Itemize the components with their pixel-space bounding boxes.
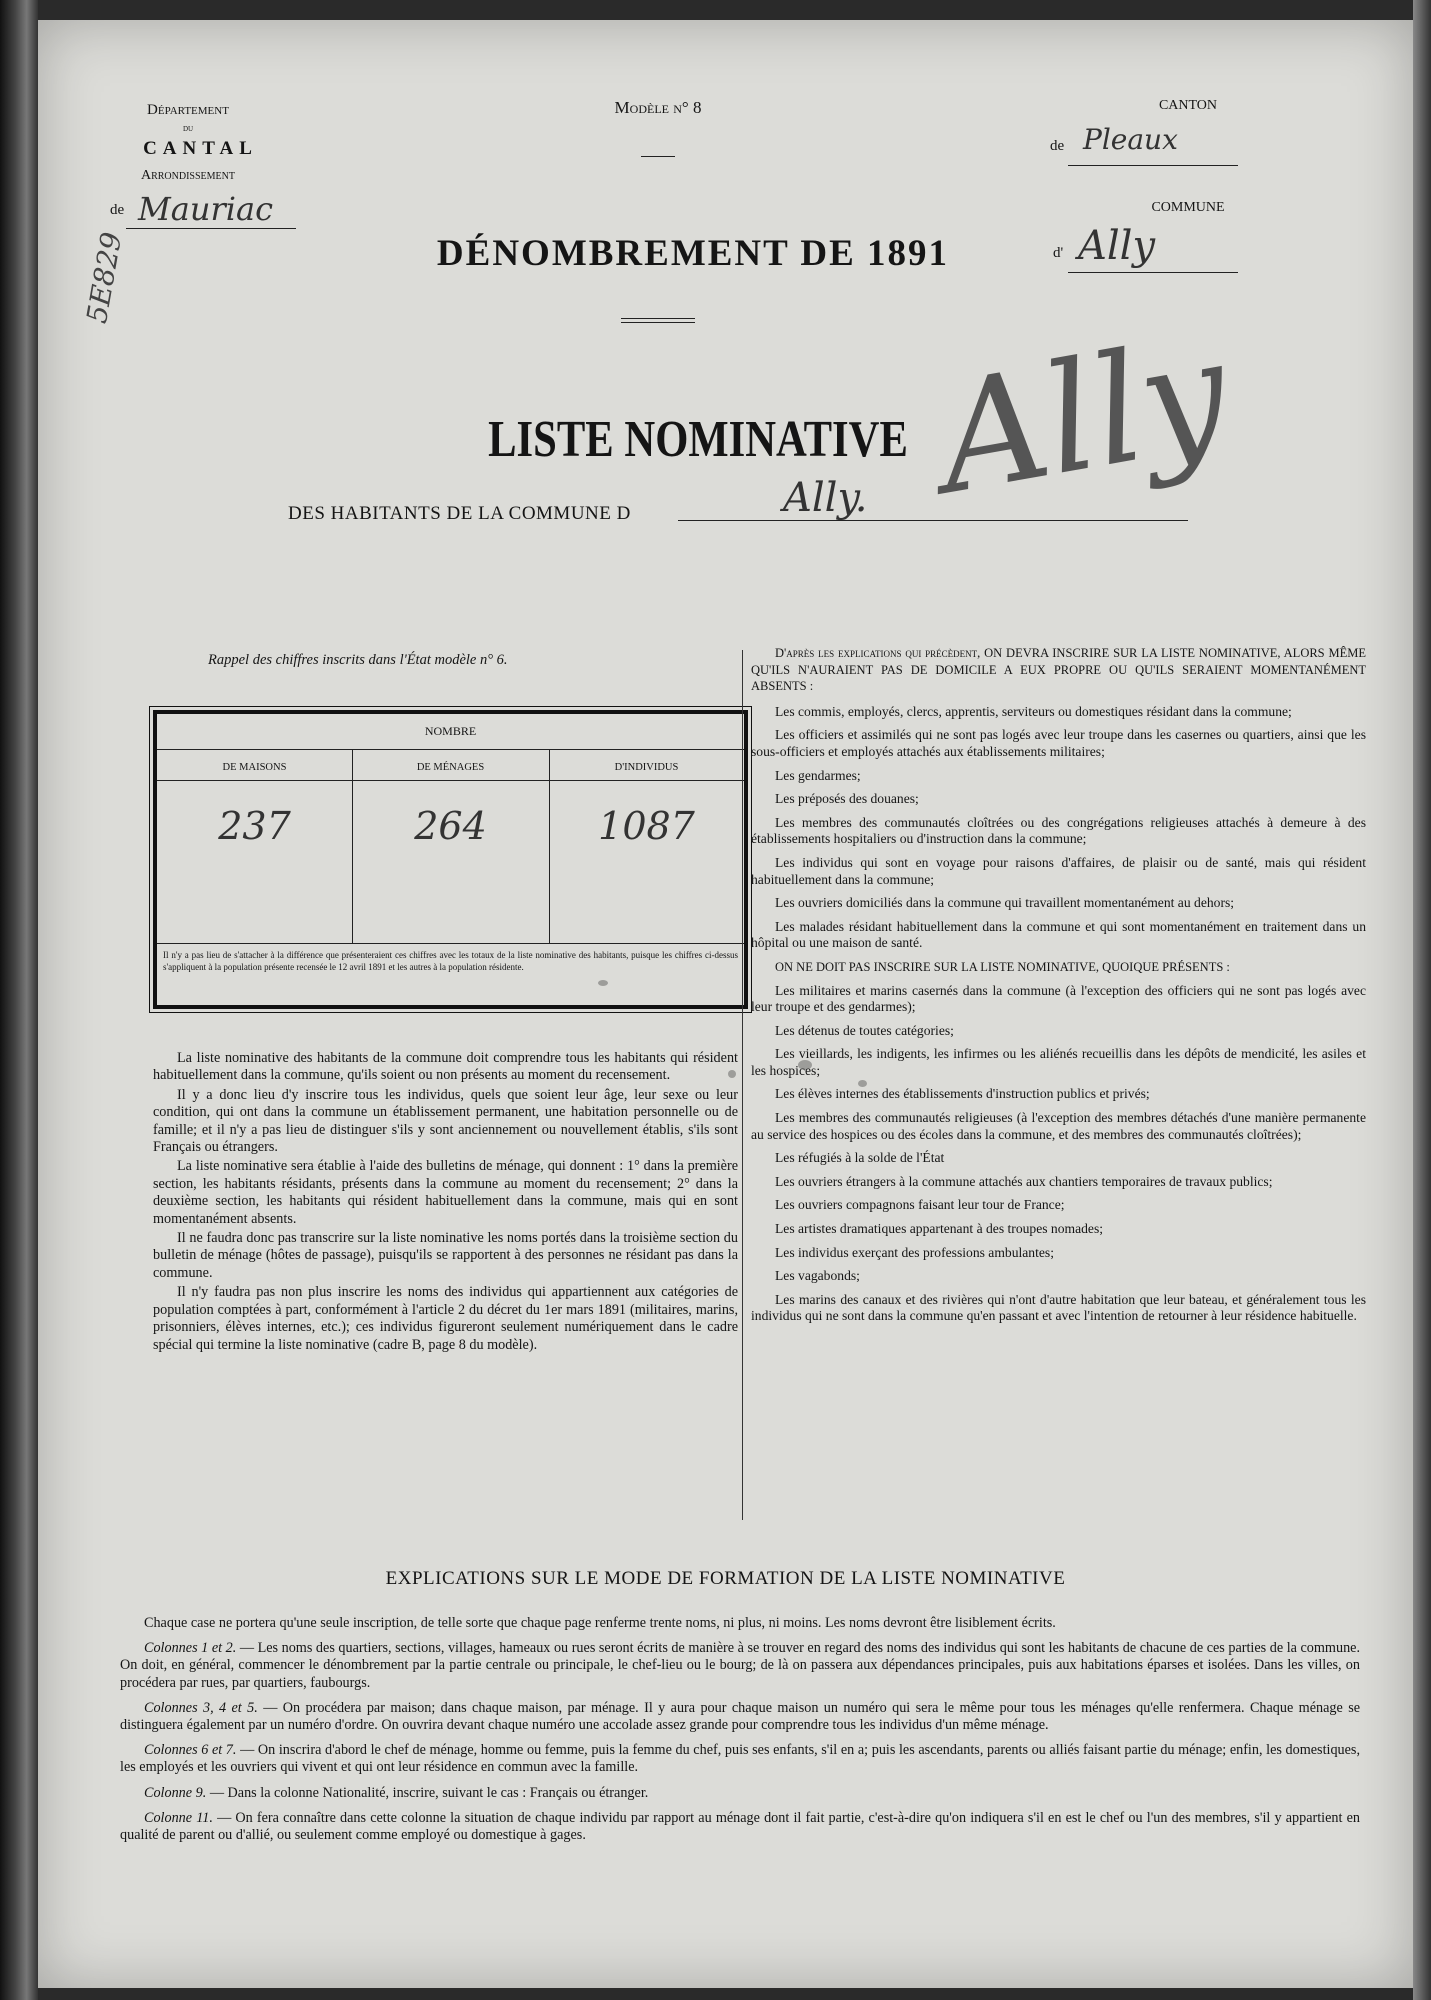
arrondissement-label: Arrondissement <box>140 168 235 183</box>
exclude-item: Les marins des canaux et des rivières qui n'ont d'autre habitation que leur bateau, et généralement tous les individus qui ne sont dans la commune qu'en passant et avec l'intention de retourner à leur résidence habituelle. <box>751 1291 1366 1324</box>
explication-text: — Les noms des quartiers, sections, villages, hameaux ou rues seront écrits de manière à se trouver en regard des noms des individus qui sont les habitants de chacune de ces parties de la commune. On doit, en général, commencer le dénombrement par la partie centrale ou principale, le chef-lieu ou le bourg; de là on passera aux dépendances principales, puis aux habitations éparses et isolées. Dans les villes, on procédera par rues, par quartiers, faubourgs. <box>120 1640 1361 1691</box>
large-handwritten-annotation: Ally <box>925 306 1240 528</box>
exclude-item: Les détenus de toutes catégories; <box>775 1022 954 1038</box>
explications-intro: Chaque case ne portera qu'une seule inscription, de telle sorte que chaque page renferme trente noms, ni plus, ni moins. Les noms devront être lisiblement écrits. <box>144 1615 1056 1631</box>
include-item: Les préposés des douanes; <box>775 791 919 807</box>
explications-body <box>120 1615 1360 1852</box>
explication-text: — On fera connaître dans cette colonne la situation de chaque individu par rapport au ménage dont il fait partie, c'est-à-dire qu'on indiquera s'il en est le chef ou l'un des membres, s'il y appartient en qualité de parent ou d'allié, ou seulement comme employé ou domestique à gages. <box>120 1809 1360 1844</box>
canton-prefix: de <box>1050 138 1065 154</box>
commune-prefix: d' <box>1053 245 1064 261</box>
include-item: Les officiers et assimilés qui ne sont pas logés avec leur troupe dans les casernes ou quartiers, ainsi que les sous-officiers et employés attachés aux établissements militaires; <box>751 727 1366 759</box>
include-item: Les commis, employés, clercs, apprentis, serviteurs ou domestiques résidant dans la commune; <box>775 703 1292 719</box>
right-instructions <box>751 645 1366 1332</box>
explication-text: — On inscrira d'abord le chef de ménage, homme ou femme, puis la femme du chef, puis ses enfants, s'il en a; puis les ascendants, parents ou alliés faisant partie du ménage; enfin, les domestiques, les employés et les ouvriers qui vivent et qui ont leur résidence en commun avec la famille. <box>120 1742 1360 1776</box>
nombre-header: NOMBRE <box>424 724 477 738</box>
commune-value: Ally <box>1078 223 1156 269</box>
exclude-item: Les militaires et marins casernés dans la commune (à l'exception des officiers qui ne sont pas logés avec leur troupe et des gendarmes); <box>751 982 1366 1015</box>
explication-text: — On procédera par maison; dans chaque maison, par ménage. Il y aura pour chaque maison un numéro qui sera le même pour tous les ménages qu'elle renfermera. Chaque ménage se distinguera également par un numéro d'ordre. On ouvrira devant chaque numéro une accolade assez grande pour comprendre tous les individus d'un même ménage. <box>120 1699 1361 1734</box>
book-binding <box>0 0 38 2000</box>
canton-label: CANTON <box>1158 98 1218 113</box>
liste-commune-handwritten: Ally. <box>783 475 868 521</box>
liste-subtitle: DES HABITANTS DE LA COMMUNE D <box>288 503 631 524</box>
left-instructions <box>153 1050 738 1356</box>
explication-label: Colonnes 6 et 7. <box>144 1742 237 1759</box>
left-paragraph: Il n'y faudra pas non plus inscrire les noms des individus qui appartiennent aux catégories de population comptées à part, conformément à l'article 2 du décret du 1er mars 1891 (militaires, marins, prisonniers, élèves internes, etc.); ces individus figureront seulement numériquement dans le cadre spécial qui termine la liste nominative (cadre B, page 8 du modèle). <box>153 1284 738 1353</box>
exclude-item: Les ouvriers étrangers à la commune attachés aux chantiers temporaires de travaux publics; <box>775 1173 1273 1189</box>
exclude-item: Les artistes dramatiques appartenant à des troupes nomades; <box>775 1221 1104 1237</box>
exclude-heading: ON NE DOIT PAS INSCRIRE SUR LA LISTE NOMINATIVE, QUOIQUE PRÉSENTS : <box>775 959 1230 974</box>
column-divider <box>742 650 743 1520</box>
arrondissement-value: Mauriac <box>138 190 273 228</box>
ink-stain <box>858 1080 867 1087</box>
exclude-item: Les réfugiés à la solde de l'État <box>775 1150 945 1166</box>
explication-label: Colonne 11. <box>144 1809 213 1826</box>
ink-stain <box>798 1060 812 1070</box>
explication-text: — Dans la colonne Nationalité, inscrire, suivant le cas : Français ou étranger. <box>209 1784 649 1801</box>
exclude-item: Les membres des communautés religieuses (à l'exception des membres détachés d'une manière permanente au service des hospices ou des écoles dans la commune, et des membres des communautés cloîtrées); <box>751 1110 1366 1142</box>
explication-label: Colonnes 3, 4 et 5. <box>144 1699 258 1716</box>
exclude-item: Les vieillards, les indigents, les infirmes ou les aliénés recueillis dans les dépôts de mendicité, les asiles et les hospices; <box>751 1046 1366 1078</box>
liste-nominative-title: LISTE NOMINATIVE <box>488 411 908 468</box>
ink-stain <box>598 980 608 986</box>
commune-label: COMMUNE <box>1151 200 1225 215</box>
left-paragraph: Il y a donc lieu d'y inscrire tous les individus, quels que soient leur âge, leur sexe ou leur condition, qui ont dans la commune un établissement permanent, une habitation personnelle ou de famille; et il n'y a pas lieu de distinguer s'ils y sont anciennement ou nouvellement établis, s'ils sont Français ou étrangers. <box>153 1086 738 1156</box>
explication-label: Colonne 9. <box>144 1784 207 1801</box>
exclude-item: Les individus exerçant des professions ambulantes; <box>775 1244 1054 1260</box>
page-edge <box>1413 0 1431 2000</box>
census-form-page <box>38 20 1413 1988</box>
include-item: Les membres des communautés cloîtrées ou des congrégations religieuses attachés à demeure à des établissements hospitaliers ou d'instruction dans la commune; <box>751 814 1366 847</box>
include-item: Les gendarmes; <box>775 767 861 783</box>
left-paragraph: Il ne faudra donc pas transcrire sur la liste nominative les noms portés dans la troisième section du bulletin de ménage (hôtes de passage), puisqu'ils se rapportent à des personnes ne résidant pas dans la commune. <box>153 1230 738 1281</box>
right-intro: D'après les explications qui précèdent, ON DEVRA INSCRIRE SUR LA LISTE NOMINATIVE, ALORS MÊME QU'ILS N'AURAIENT PAS DE DOMICILE A EUX PROPRE OU QU'ILS SERAIENT MOMENTANÉMENT ABSENTS : <box>751 646 1366 694</box>
rappel-table <box>153 710 748 1009</box>
value-maisons: 237 <box>218 804 291 848</box>
arrondissement-prefix: de <box>110 202 125 218</box>
exclude-item: Les vagabonds; <box>775 1268 860 1284</box>
col-menages-header: DE MÉNAGES <box>416 762 485 773</box>
ink-stain <box>728 1070 736 1078</box>
rappel-note: Il n'y a pas lieu de s'attacher à la différence que présenteraient ces chiffres avec les totaux de la liste nominative des habitants, puisque les chiffres ci-dessus s'appliquent à la population présente recensée le 12 avril 1891 et les autres à la population résidente. <box>163 950 738 972</box>
value-individus: 1087 <box>598 804 695 848</box>
col-individus-header: D'INDIVIDUS <box>614 762 679 773</box>
archive-margin-note: 5E829 <box>80 229 129 326</box>
exclude-item: Les ouvriers compagnons faisant leur tour de France; <box>775 1197 1065 1213</box>
canton-value: Pleaux <box>1083 123 1178 156</box>
left-paragraph: La liste nominative des habitants de la commune doit comprendre tous les habitants qui résident habituellement dans la commune, qu'ils soient ou non présents au moment du recensement. <box>153 1050 738 1084</box>
value-menages: 264 <box>414 804 487 848</box>
exclude-item: Les élèves internes des établissements d'instruction publics et privés; <box>775 1086 1150 1102</box>
departement-label: Département <box>147 102 229 118</box>
explications-title: EXPLICATIONS SUR LE MODE DE FORMATION DE LA LISTE NOMINATIVE <box>385 1568 1066 1589</box>
col-maisons-header: DE MAISONS <box>222 762 287 773</box>
include-item: Les malades résidant habituellement dans la commune et qui sont momentanément en traitement dans un hôpital ou une maison de santé. <box>751 918 1366 951</box>
modele-number: Modèle n° 8 <box>614 98 702 117</box>
departement-name: CANTAL <box>143 138 258 159</box>
include-item: Les individus qui sont en voyage pour raisons d'affaires, de plaisir ou de santé, mais qui résident habituellement dans la commune; <box>751 854 1366 887</box>
left-paragraph: La liste nominative sera établie à l'aide des bulletins de ménage, qui donnent : 1° dans la première section, les habitants résidants, présents dans la commune au moment du recensement; 2° dans la deuxième section, les habitants qui résident habituellement dans la commune, mais qui en sont momentanément absents. <box>153 1158 738 1227</box>
du-label: du <box>182 123 194 134</box>
explication-label: Colonnes 1 et 2. <box>144 1640 237 1657</box>
include-item: Les ouvriers domiciliés dans la commune qui travaillent momentanément au dehors; <box>775 895 1235 911</box>
rappel-caption: Rappel des chiffres inscrits dans l'État modèle n° 6. <box>208 652 508 668</box>
document-title: DÉNOMBREMENT DE 1891 <box>436 233 950 274</box>
